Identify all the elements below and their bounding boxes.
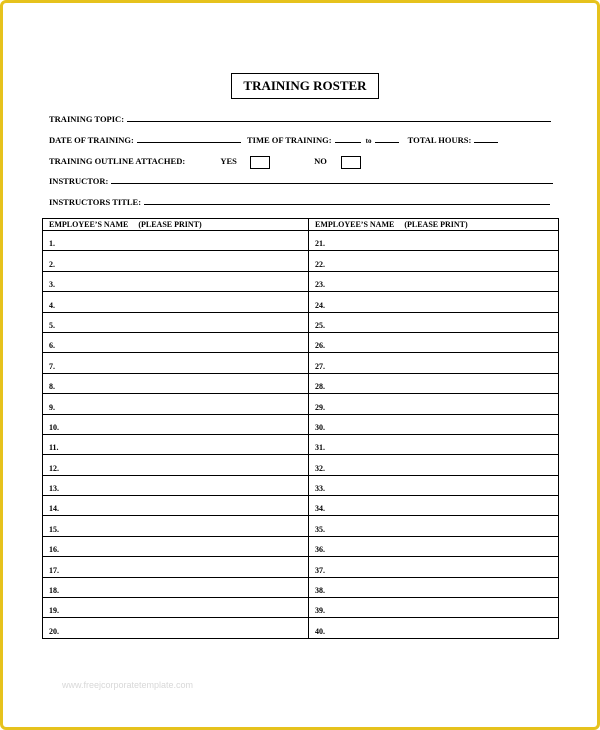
instructor-row (49, 174, 553, 188)
employee-name-cell[interactable]: 7. (43, 353, 309, 373)
employee-name-cell[interactable]: 6. (43, 332, 309, 352)
employee-name-cell[interactable]: 28. (309, 373, 559, 393)
employee-name-cell[interactable]: 9. (43, 394, 309, 414)
table-row (43, 618, 559, 638)
training-topic-field[interactable] (127, 113, 551, 122)
table-row (43, 414, 559, 434)
time-to-label: to (365, 137, 372, 145)
employee-name-cell[interactable]: 13. (43, 475, 309, 495)
training-topic-label: TRAINING TOPIC: (49, 114, 125, 124)
employee-name-cell[interactable]: 20. (43, 618, 309, 638)
table-row (43, 332, 559, 352)
total-hours-label: TOTAL HOURS: (407, 135, 472, 145)
table-row (43, 394, 559, 414)
employee-name-cell[interactable]: 39. (309, 598, 559, 618)
instructors-title-label: INSTRUCTORS TITLE: (49, 197, 142, 207)
employee-name-cell[interactable]: 32. (309, 455, 559, 475)
training-topic-row (49, 112, 551, 126)
employee-name-cell[interactable]: 12. (43, 455, 309, 475)
employee-name-cell[interactable]: 19. (43, 598, 309, 618)
table-row (43, 312, 559, 332)
table-row (43, 434, 559, 454)
employee-name-cell[interactable]: 25. (309, 312, 559, 332)
table-row (43, 475, 559, 495)
outline-attached-row (49, 154, 361, 168)
date-time-row (49, 133, 498, 147)
employee-name-cell[interactable]: 24. (309, 292, 559, 312)
employee-name-cell[interactable]: 33. (309, 475, 559, 495)
watermark: www.freejcorporatetemplate.com (62, 680, 194, 690)
employee-name-cell[interactable]: 14. (43, 496, 309, 516)
table-row (43, 496, 559, 516)
column-header-left: EMPLOYEE’S NAME (PLEASE PRINT) (43, 219, 309, 231)
employee-name-cell[interactable]: 36. (309, 536, 559, 556)
employee-name-cell[interactable]: 22. (309, 251, 559, 271)
table-row (43, 251, 559, 271)
page-title-text: TRAINING ROSTER (243, 78, 367, 93)
roster-table (42, 218, 559, 639)
employee-name-cell[interactable]: 38. (309, 577, 559, 597)
table-row (43, 516, 559, 536)
yes-label: YES (220, 156, 237, 166)
total-hours-field[interactable] (474, 134, 498, 143)
no-checkbox[interactable] (341, 156, 361, 169)
employee-name-cell[interactable]: 1. (43, 231, 309, 251)
employee-name-cell[interactable]: 26. (309, 332, 559, 352)
instructor-field[interactable] (111, 175, 553, 184)
employee-name-cell[interactable]: 30. (309, 414, 559, 434)
outline-attached-label: TRAINING OUTLINE ATTACHED: (49, 156, 186, 166)
employee-name-cell[interactable]: 31. (309, 434, 559, 454)
table-row (43, 231, 559, 251)
table-row (43, 455, 559, 475)
employee-name-cell[interactable]: 11. (43, 434, 309, 454)
employee-name-cell[interactable]: 37. (309, 557, 559, 577)
employee-name-cell[interactable]: 40. (309, 618, 559, 638)
table-row (43, 353, 559, 373)
time-start-field[interactable] (335, 134, 361, 143)
page-title (231, 73, 379, 99)
instructor-label: INSTRUCTOR: (49, 176, 109, 186)
table-row (43, 271, 559, 291)
employee-name-cell[interactable]: 10. (43, 414, 309, 434)
employee-name-cell[interactable]: 2. (43, 251, 309, 271)
employee-name-cell[interactable]: 21. (309, 231, 559, 251)
table-row (43, 292, 559, 312)
employee-name-cell[interactable]: 17. (43, 557, 309, 577)
date-of-training-field[interactable] (137, 134, 241, 143)
employee-name-cell[interactable]: 8. (43, 373, 309, 393)
employee-name-cell[interactable]: 5. (43, 312, 309, 332)
employee-name-cell[interactable]: 18. (43, 577, 309, 597)
table-row (43, 577, 559, 597)
employee-name-cell[interactable]: 27. (309, 353, 559, 373)
employee-name-cell[interactable]: 4. (43, 292, 309, 312)
employee-name-cell[interactable]: 35. (309, 516, 559, 536)
employee-name-cell[interactable]: 34. (309, 496, 559, 516)
table-row (43, 373, 559, 393)
time-of-training-label: TIME OF TRAINING: (246, 135, 332, 145)
column-header-right: EMPLOYEE’S NAME (PLEASE PRINT) (309, 219, 559, 231)
employee-name-cell[interactable]: 15. (43, 516, 309, 536)
yes-checkbox[interactable] (250, 156, 270, 169)
instructors-title-field[interactable] (144, 196, 550, 205)
instructors-title-row (49, 195, 550, 209)
table-row (43, 557, 559, 577)
no-label: NO (314, 156, 327, 166)
employee-name-cell[interactable]: 3. (43, 271, 309, 291)
date-of-training-label: DATE OF TRAINING: (49, 135, 134, 145)
table-row (43, 598, 559, 618)
employee-name-cell[interactable]: 29. (309, 394, 559, 414)
time-end-field[interactable] (375, 134, 399, 143)
table-row (43, 536, 559, 556)
table-header-row (43, 219, 559, 231)
employee-name-cell[interactable]: 23. (309, 271, 559, 291)
employee-name-cell[interactable]: 16. (43, 536, 309, 556)
